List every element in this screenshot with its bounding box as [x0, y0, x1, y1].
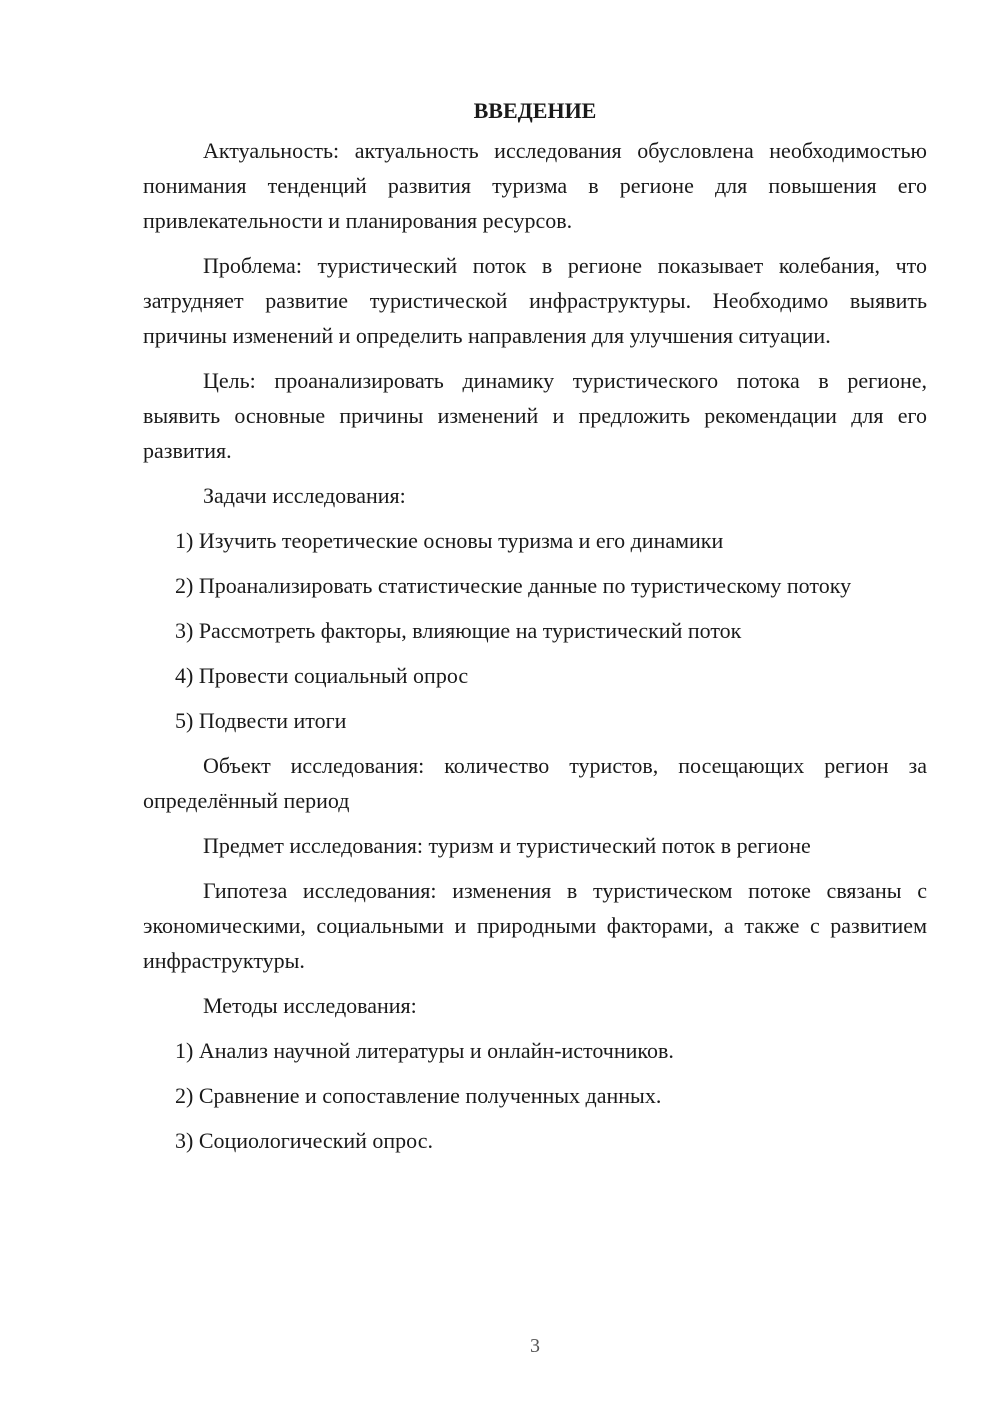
- hypothesis-paragraph: Гипотеза исследования: изменения в туристическом потоке связаны с экономическими, социальными и природными факторами, а также с развитием инфраструктуры.: [143, 878, 927, 973]
- relevance-paragraph: Актуальность: актуальность исследования обусловлена необходимостью понимания тенденций развития туризма в регионе для повышения его привлекательности и планирования ресурсов.: [143, 138, 927, 233]
- method-item: 3) Социологический опрос.: [175, 1128, 433, 1153]
- object-paragraph: Объект исследования: количество туристов, посещающих регион за определённый период: [143, 753, 927, 813]
- page-number: 3: [530, 1335, 540, 1357]
- document-body: [143, 93, 927, 1168]
- problem-paragraph: Проблема: туристический поток в регионе показывает колебания, что затрудняет развитие туристической инфраструктуры. Необходимо выявить причины изменений и определить направления для улучшения ситуации.: [143, 253, 927, 348]
- task-item: 4) Провести социальный опрос: [175, 663, 469, 688]
- tasks-heading: Задачи исследования:: [203, 483, 406, 508]
- goal-paragraph: Цель: проанализировать динамику туристического потока в регионе, выявить основные причины изменений и предложить рекомендации для его развития.: [143, 368, 927, 463]
- method-item: 2) Сравнение и сопоставление полученных данных.: [175, 1083, 662, 1108]
- section-title: ВВЕДЕНИЕ: [473, 98, 597, 123]
- task-item: 5) Подвести итоги: [175, 708, 347, 733]
- task-item: 1) Изучить теоретические основы туризма и его динамики: [175, 528, 724, 553]
- subject-paragraph: Предмет исследования: туризм и туристический поток в регионе: [203, 833, 811, 858]
- methods-heading: Методы исследования:: [203, 993, 417, 1018]
- task-item: 3) Рассмотреть факторы, влияющие на туристический поток: [175, 618, 742, 643]
- method-item: 1) Анализ научной литературы и онлайн-источников.: [175, 1038, 674, 1063]
- task-item: 2) Проанализировать статистические данные по туристическому потоку: [175, 573, 852, 598]
